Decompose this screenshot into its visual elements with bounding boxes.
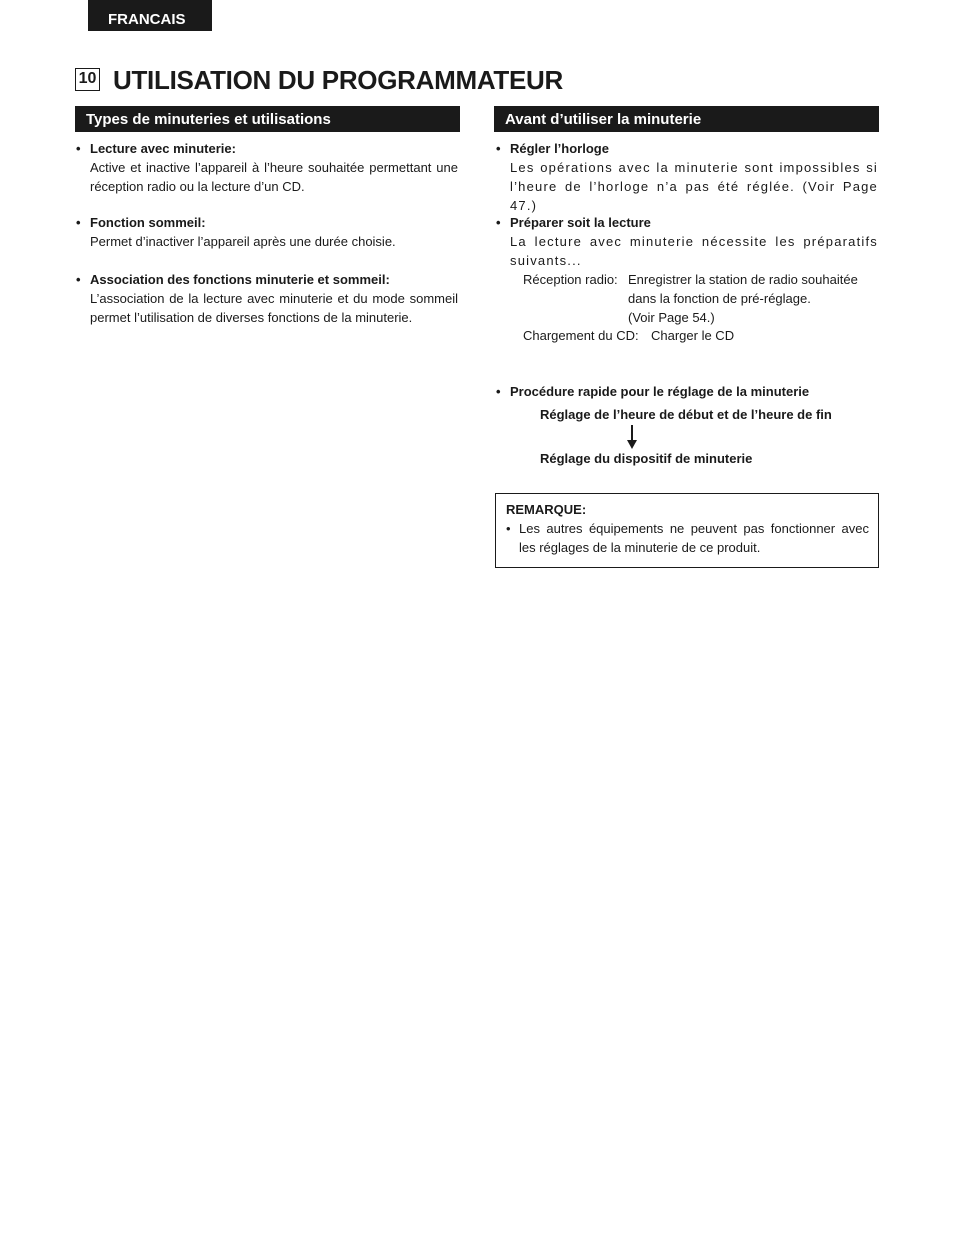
bullet-icon: • [496,384,501,399]
bullet-icon: • [76,141,81,156]
flow-step-1: Réglage de l’heure de début et de l’heure de fin [540,407,832,422]
item-body: Active et inactive l’appareil à l’heure souhaitée permettant une réception radio ou la lecture d’un CD. [90,160,458,194]
section-number: 10 [75,68,100,91]
item-title: Lecture avec minuterie: [90,141,236,156]
item-body: L’association de la lecture avec minuterie et du mode sommeil permet l’utilisation de diverses fonctions de la minuterie. [90,291,458,325]
left-column [76,139,458,349]
item-body: Les opérations avec la minuterie sont impossibles si l’heure de l’horloge n’a pas été réglée. (Voir Page 47.) [510,160,878,213]
note-body: Les autres équipements ne peuvent pas fonctionner avec les réglages de la minuterie de ce produit. [519,521,869,555]
right-section-heading: Avant d’utiliser la minuterie [494,106,879,132]
radio-instruction-line: dans la fonction de pré-réglage. [628,291,811,306]
page-title: UTILISATION DU PROGRAMMATEUR [113,65,563,95]
bullet-icon: • [506,521,511,536]
item-title: Association des fonctions minuterie et sommeil: [90,272,390,287]
item-title: Procédure rapide pour le réglage de la minuterie [510,384,810,399]
item-title: Préparer soit la lecture [510,215,651,230]
bullet-icon: • [496,215,501,230]
radio-label: Réception radio: [523,272,618,287]
left-section-heading: Types de minuteries et utilisations [75,106,460,132]
radio-instruction-line: Enregistrer la station de radio souhaitée [628,272,858,287]
cd-instruction: Charger le CD [651,328,735,343]
right-column [496,139,878,474]
cd-label: Chargement du CD: [523,328,639,343]
radio-page-ref: (Voir Page 54.) [628,310,715,325]
language-tab: FRANCAIS [88,0,212,31]
arrow-head-icon [627,440,637,449]
item-title: Fonction sommeil: [90,215,206,230]
flow-step-2: Réglage du dispositif de minuterie [540,451,753,466]
item-title: Régler l’horloge [510,141,609,156]
note-box [495,493,879,568]
item-body: La lecture avec minuterie nécessite les préparatifs suivants... [510,234,878,268]
bullet-icon: • [76,215,81,230]
item-body: Permet d’inactiver l’appareil après une durée choisie. [90,234,396,249]
bullet-icon: • [496,141,501,156]
bullet-icon: • [76,272,81,287]
note-title: REMARQUE: [506,502,587,517]
